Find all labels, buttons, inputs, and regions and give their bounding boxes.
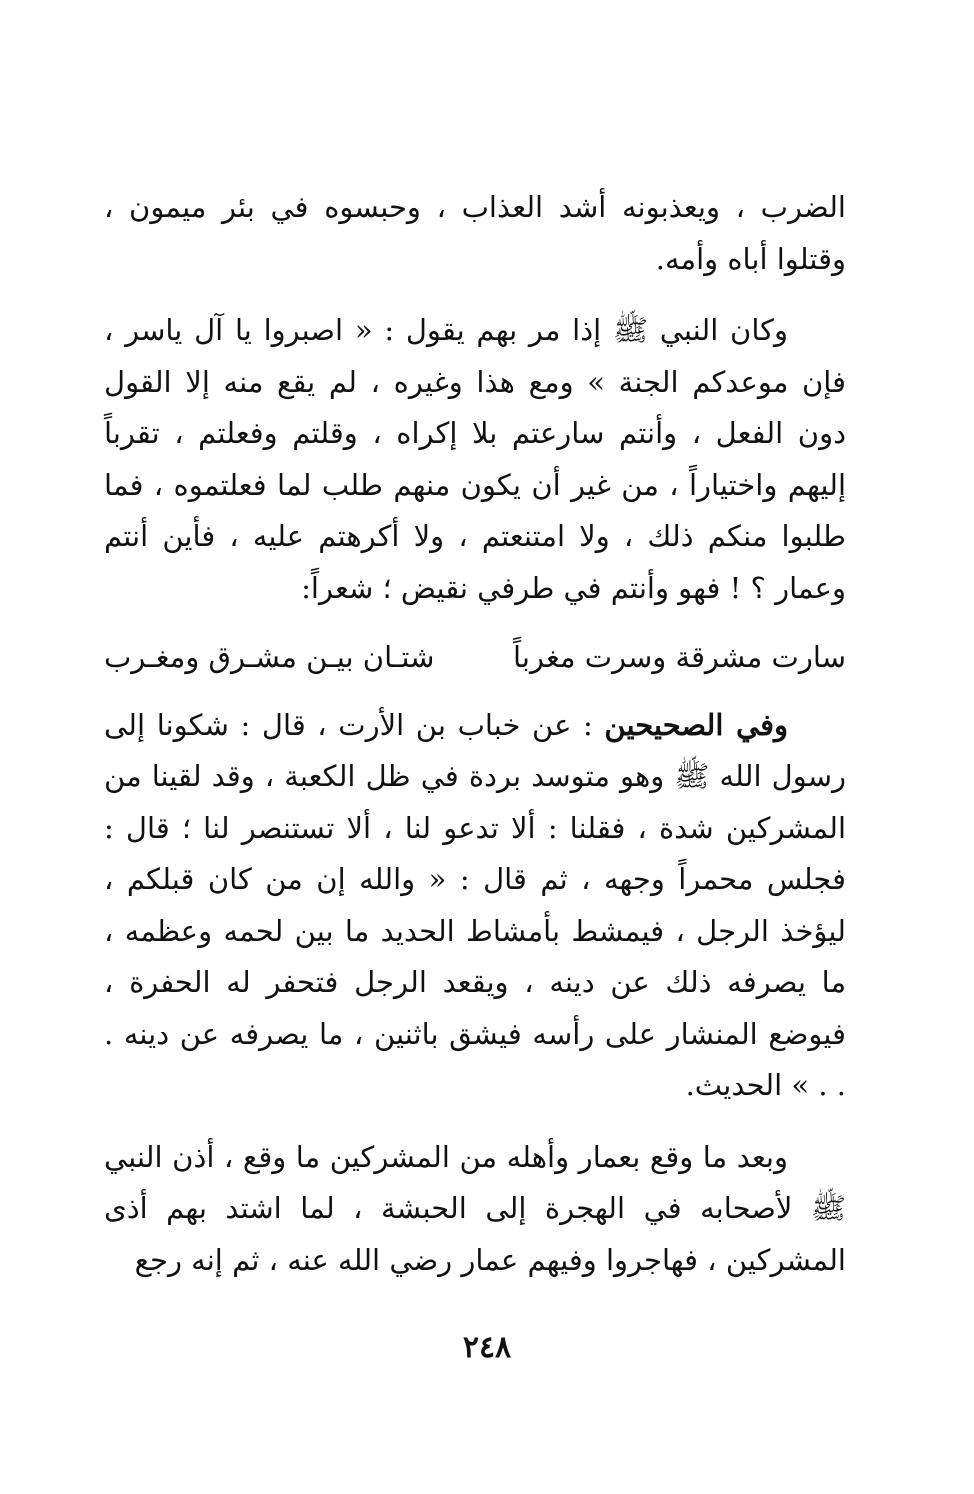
page-number: ٢٤٨ <box>462 1330 512 1365</box>
paragraph-2 <box>104 305 846 614</box>
verse-second-hemistich: شتـان بيـن مشـرق ومغـرب <box>104 640 435 674</box>
final-line-2: النبي ﷺ لأصحابه في الهجرة إلى الحبشة ، لما اشتد بهم أذى <box>104 1139 846 1225</box>
hadith-line-6: وعظمه ، ما يصرفه ذلك عن دينه ، ويقعد الرجل فتحفر له <box>104 913 847 999</box>
hadith-paragraph <box>104 700 846 1112</box>
paragraph-2-line-1: وكان النبي ﷺ إذا مر بهم يقول : « اصبروا يا آل <box>194 313 788 347</box>
paragraph-2-line-5: فعلتموه ، فما طلبوا منكم ذلك ، ولا امتنعتم ، ولا أكرهتم <box>104 467 846 553</box>
paragraph-2-line-4: تقرباً إليهم واختياراً ، من غير أن يكون منهم طلب لما <box>104 416 847 502</box>
hadith-line-1: : عن خباب بن الأرت ، قال : شكونا <box>156 707 605 742</box>
paragraph-2-line-3: القول دون الفعل ، وأنتم سارعتم بلا إكراه ، وقلتم وفعلتم ، <box>104 364 846 450</box>
hadith-source-bold: وفي الصحيحين <box>604 707 788 742</box>
paragraph-1 <box>104 182 846 285</box>
hadith-line-5: قبلكم ، ليؤخذ الرجل ، فيمشط بأمشاط الحديد ما بين لحمه <box>104 862 846 948</box>
poetry-verse <box>104 632 846 684</box>
verse-first-hemistich: سارت مشرقة وسرت مغرباً <box>513 640 846 674</box>
hadith-line-8: عن دينه . . . » الحديث. <box>104 1016 846 1102</box>
page-body <box>104 182 846 1286</box>
hadith-line-4: قال : فجلس محمراً وجهه ، ثم قال : « والله إن من كان <box>104 810 846 896</box>
hadith-line-3: من المشركين شدة ، فقلنا : ألا تدعو لنا ، ألا تستنصر لنا ؛ <box>104 759 846 845</box>
final-line-3: المشركين ، فهاجروا وفيهم عمار رضي الله عنه ، ثم إنه رجع <box>134 1242 846 1277</box>
paragraph-2-line-7: شعراً: <box>301 570 374 605</box>
paragraph-2-line-6: عليه ، فأين أنتم وعمار ؟ ! فهو وأنتم في طرفي نقيض ؛ <box>104 519 846 605</box>
paragraph-1-line-2: وقتلوا أباه وأمه. <box>655 241 846 276</box>
final-paragraph <box>104 1132 846 1287</box>
hadith-line-2: إلى رسول الله ﷺ وهو متوسد بردة في ظل الكعبة ، وقد لقينا <box>104 707 847 793</box>
paragraph-1-line-1: الضرب ، ويعذبونه أشد العذاب ، وحبسوه في بئر ميمون ، <box>104 190 846 224</box>
hadith-line-7: الحفرة ، فيوضع المنشار على رأسه فيشق باثنين ، ما يصرفه <box>104 965 847 1051</box>
final-line-1: وبعد ما وقع بعمار وأهله من المشركين ما وقع ، أذن <box>172 1139 789 1174</box>
paragraph-2-line-2: ياسر ، فإن موعدكم الجنة » ومع هذا وغيره ، لم يقع منه إلا <box>104 313 846 399</box>
